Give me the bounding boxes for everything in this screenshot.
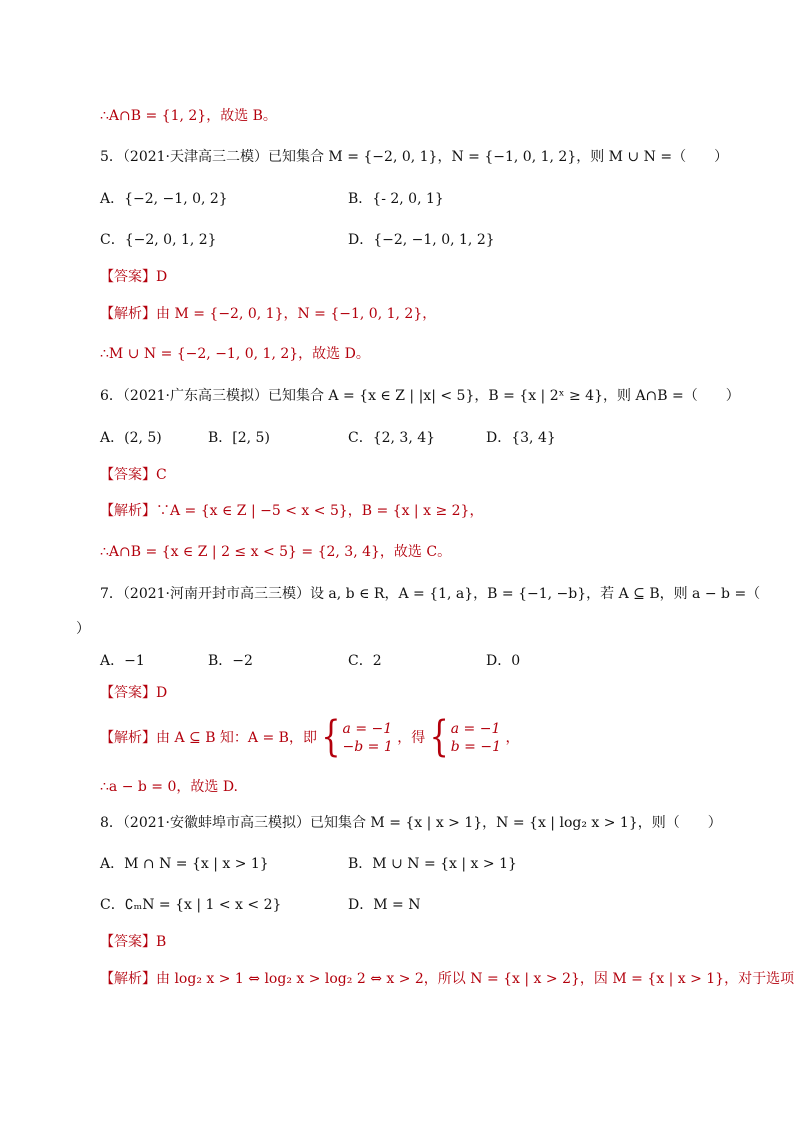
q7-option-a: A．−1	[100, 653, 145, 669]
q8-option-d: D．M = N	[348, 897, 421, 913]
q5-analysis-line2: ∴M ∪ N = {−2, −1, 0, 1, 2}，故选 D。	[100, 346, 370, 362]
q8-option-c: C．∁ₘN = {x | 1 < x < 2}	[100, 897, 282, 913]
system2-row2: b = −1	[450, 739, 501, 755]
system2-row1: a = −1	[450, 721, 501, 737]
q8-option-a: A．M ∩ N = {x | x > 1}	[100, 856, 269, 872]
q5-option-a: A．{−2, −1, 0, 2}	[100, 191, 228, 207]
q7-analysis-mid: ，得	[397, 730, 426, 746]
q6-option-b: B．[2, 5)	[208, 430, 270, 446]
q7-analysis-end: ，	[505, 730, 520, 746]
q7-option-c: C．2	[348, 653, 382, 669]
q7-analysis-prefix: 【解析】由 A ⊆ B 知：A = B，即	[100, 730, 317, 746]
question-5-stem: 5．（2021·天津高三二模）已知集合 M = {−2, 0, 1}，N = {−1, 0, 1, 2}，则 M ∪ N =（ ）	[100, 149, 729, 165]
equation-system-2	[429, 712, 501, 762]
q6-answer: 【答案】C	[100, 467, 167, 483]
q8-analysis-line1: 【解析】由 log₂ x > 1 ⇔ log₂ x > log₂ 2 ⇔ x > 2，所以 N = {x | x > 2}，因 M = {x | x > 1}，对于选项	[100, 971, 794, 987]
question-7-stem-cont: ）	[76, 621, 90, 637]
q7-analysis-line1	[100, 712, 520, 762]
system1-row2: −b = 1	[342, 739, 393, 755]
question-7-stem: 7．（2021·河南开封市高三三模）设 a, b ∈ R，A = {1, a}，B = {−1, −b}，若 A ⊆ B，则 a − b =（	[100, 586, 761, 602]
q6-option-c: C．{2, 3, 4}	[348, 430, 436, 446]
q6-analysis-line1: 【解析】∵A = {x ∈ Z | −5 < x < 5}，B = {x | x ≥ 2}，	[100, 503, 484, 519]
q6-option-d: D．{3, 4}	[486, 430, 556, 446]
q5-answer: 【答案】D	[100, 269, 168, 285]
equation-system-1	[321, 712, 393, 762]
q5-option-d: D．{−2, −1, 0, 1, 2}	[348, 232, 495, 248]
q7-option-d: D．0	[486, 653, 521, 669]
question-6-stem: 6．（2021·广东高三模拟）已知集合 A = {x ∈ Z | |x| < 5}，B = {x | 2ˣ ≥ 4}，则 A∩B =（ ）	[100, 388, 740, 404]
q6-analysis-line2: ∴A∩B = {x ∈ Z | 2 ≤ x < 5} = {2, 3, 4}，故选 C。	[100, 544, 452, 560]
q7-option-b: B．−2	[208, 653, 253, 669]
q7-analysis-line2: ∴a − b = 0，故选 D.	[100, 779, 239, 795]
system1-row1: a = −1	[342, 721, 393, 737]
q7-answer: 【答案】D	[100, 685, 168, 701]
q5-analysis-line1: 【解析】由 M = {−2, 0, 1}，N = {−1, 0, 1, 2}，	[100, 306, 437, 322]
q5-option-c: C．{−2, 0, 1, 2}	[100, 232, 217, 248]
q8-answer: 【答案】B	[100, 934, 167, 950]
q4-conclusion: ∴A∩B = {1, 2}，故选 B。	[100, 108, 277, 124]
question-8-stem: 8．（2021·安徽蚌埠市高三模拟）已知集合 M = {x | x > 1}，N = {x | log₂ x > 1}，则（ ）	[100, 815, 722, 831]
q5-option-b: B．{- 2, 0, 1}	[348, 191, 444, 207]
q8-option-b: B．M ∪ N = {x | x > 1}	[348, 856, 517, 872]
left-brace: {	[429, 712, 449, 762]
q6-option-a: A．(2, 5)	[100, 430, 162, 446]
left-brace: {	[321, 712, 341, 762]
